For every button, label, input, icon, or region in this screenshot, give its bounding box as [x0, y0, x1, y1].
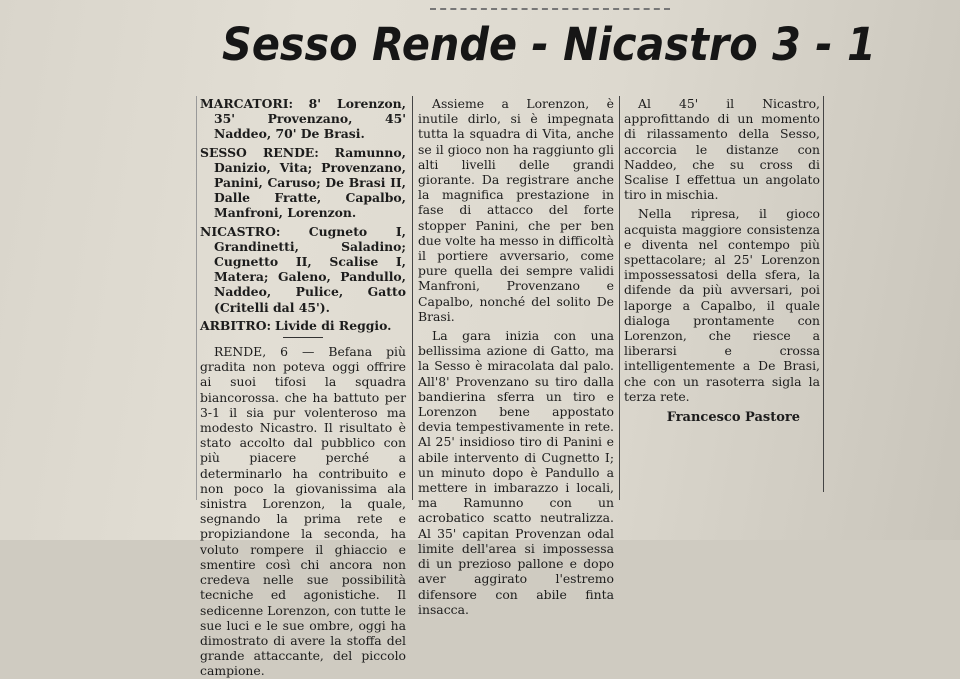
column-1 — [200, 96, 406, 679]
home-team-label: SESSO RENDE: — [200, 144, 319, 160]
top-divider — [430, 8, 670, 12]
away-team-label: NICASTRO: — [200, 223, 281, 239]
column-rule-3 — [823, 96, 824, 492]
section-divider — [283, 337, 323, 338]
scorers-label: MARCATORI: — [200, 96, 294, 111]
scorers-text: 8' Lorenzon, 35' Provenzano, 45' Naddeo, 70' De Brasi. — [214, 96, 406, 142]
byline: Francesco Pastore — [666, 410, 800, 426]
headline: Sesso Rende - Nicastro 3 - 1 — [222, 18, 876, 71]
home-lineup-entry — [200, 145, 406, 221]
referee-entry — [200, 318, 406, 333]
scorers-entry — [200, 96, 406, 142]
article-paragraph-3: La gara inizia con una bellissima azione di Gatto, ma la Sesso è miracolata dal palo. All'8' Provenzano su tiro dalla bandierina sferra un tiro e Lorenzon bene appostato devia tempestivamente in rete. Al 25' insidioso tiro di Panini e abile intervento di Cugnetto I; un minuto dopo è Pandullo a mettere in imbarazzo i locali, ma Ramunno con un acrobatico scatto neutralizza. Al 35' capitan Provenzan odal limite dell'area si impossessa di un prezioso pallone e dopo aver aggirato l'estremo difensore con abile finta insacca. — [418, 328, 614, 617]
referee-text: Livide di Reggio. — [275, 317, 392, 333]
column-rule-1 — [412, 96, 413, 500]
home-lineup-text: Ramunno, Danizio, Vita; Provenzano, Panini, Caruso; De Brasi II, Dalle Fratte, Capalbo, Manfroni, Lorenzon. — [214, 144, 406, 221]
away-lineup-entry — [200, 224, 406, 315]
referee-label: ARBITRO: — [200, 317, 272, 333]
article-paragraph-5: Nella ripresa, il gioco acquista maggiore consistenza e diventa nel contempo più spettacolare; al 25' Lorenzon impossessatosi della sfera, la difende da più avversari, poi laporge a Capalbo, il quale dialoga prontamente con Lorenzon, che riesce a liberarsi e crossa intelligentemente a De Brasi, che con un rasoterra sigla la terza rete. — [624, 206, 820, 404]
column-rule-2 — [619, 96, 620, 500]
article-paragraph-1: RENDE, 6 — Befana più gradita non poteva oggi offrire ai suoi tifosi la squadra biancorossa. che ha battuto per 3-1 il sia pur volenteroso ma modesto Nicastro. Il risultato è stato accolto dal pubblico con più piacere perché a determinarlo ha contribuito e non poco la giovanissima ala sinistra Lorenzon, la quale, segnando la prima rete e propiziandone la seconda, ha voluto rompere il ghiaccio e smentire così chi ancora non credeva nelle sue possibilità tecniche ed agonistiche. Il sedicenne Lorenzon, con tutte le sue luci e le sue ombre, oggi ha dimostrato di avere la stoffa del grande attaccante, del piccolo campione. — [200, 344, 406, 679]
away-lineup-text: Cugneto I, Grandinetti, Saladino; Cugnetto II, Scalise I, Matera; Galeno, Pandullo, Naddeo, Pulice, Gatto (Critelli dal 45'). — [214, 223, 406, 315]
article-paragraph-4: Al 45' il Nicastro, approfittando di un momento di rilassamento della Sesso, accorcia le distanze con Naddeo, che su cross di Scalise I effettua un angolato tiro in mischia. — [624, 96, 820, 203]
article-paragraph-2: Assieme a Lorenzon, è inutile dirlo, si è impegnata tutta la squadra di Vita, anche se il gioco non ha raggiunto gli alti livelli delle grandi giorante. Da registrare anche la magnifica prestazione in fase di attacco del forte stopper Panini, che per ben due volte ha messo in difficoltà il portiere avversario, come pure quella dei sempre validi Manfroni, Provenzano e Capalbo, nonché del solito De Brasi. — [418, 96, 614, 324]
column-3 — [624, 96, 820, 425]
column-rule-left — [196, 96, 197, 500]
column-2 — [418, 96, 614, 617]
